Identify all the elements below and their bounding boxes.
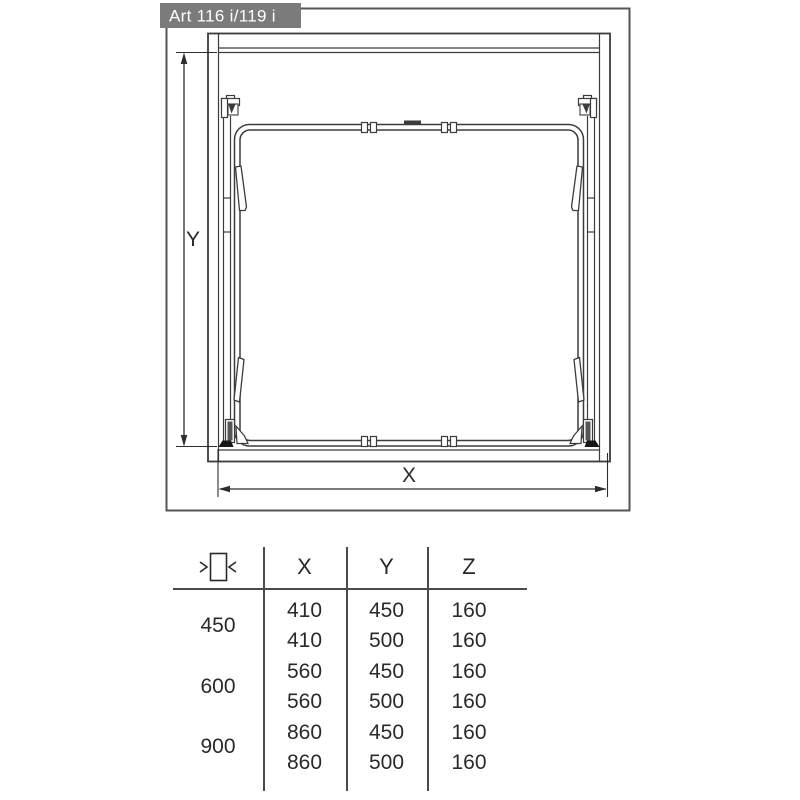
table-row xyxy=(173,596,527,626)
frame-center-stop xyxy=(404,121,421,125)
table-cell: 500 xyxy=(368,690,405,713)
cabinet-width-group: 600 xyxy=(200,675,236,698)
table-cell: 450 xyxy=(368,721,405,744)
arrow-down-icon xyxy=(181,435,188,447)
table-row xyxy=(173,626,527,656)
table-cell: 160 xyxy=(451,751,487,774)
table-row xyxy=(173,748,527,778)
bottom-support-arm xyxy=(234,358,244,403)
arrow-up-icon xyxy=(181,53,188,65)
table-row xyxy=(173,718,527,748)
table-cell: 410 xyxy=(286,629,323,652)
arrow-right-icon xyxy=(595,486,607,492)
frame-clamps xyxy=(362,123,457,447)
table-cell: 500 xyxy=(368,629,405,652)
pullout-frame xyxy=(235,121,584,447)
table-cell: 160 xyxy=(451,629,487,652)
cabinet-width-icon xyxy=(194,550,242,584)
cabinet-width-group: 450 xyxy=(200,614,236,637)
table-cell: 160 xyxy=(451,599,487,622)
spec-table xyxy=(173,545,527,795)
table-row xyxy=(173,657,527,687)
top-support-arm xyxy=(236,166,247,211)
table-cell: 450 xyxy=(368,660,405,683)
table-cell: 500 xyxy=(368,751,405,774)
cabinet-outline xyxy=(208,34,610,462)
table-cell: 160 xyxy=(451,721,487,744)
table-cell: 560 xyxy=(286,690,323,713)
col-header-z: Z xyxy=(462,553,476,579)
table-cell: 860 xyxy=(286,721,323,744)
cabinet-width-group: 900 xyxy=(200,735,236,758)
table-cell: 160 xyxy=(451,690,487,713)
table-cell: 560 xyxy=(286,660,323,683)
table-cell: 860 xyxy=(286,751,323,774)
table-cell: 160 xyxy=(451,660,487,683)
col-header-x: X xyxy=(297,553,312,579)
page-title: Art 116 i/119 i xyxy=(169,6,276,26)
top-bracket xyxy=(222,96,240,118)
left-runner-assembly xyxy=(219,96,249,448)
table-cell: 450 xyxy=(368,599,405,622)
y-dim-label: Y xyxy=(185,228,201,251)
title-box xyxy=(160,3,301,28)
col-header-y: Y xyxy=(379,553,394,579)
x-dimension xyxy=(218,449,608,497)
right-runner-assembly xyxy=(570,96,600,448)
col-header-width xyxy=(173,545,263,588)
x-dim-label: X xyxy=(401,464,417,487)
table-row xyxy=(173,687,527,717)
table-cell: 410 xyxy=(286,599,323,622)
header-divider xyxy=(173,588,527,590)
arrow-left-icon xyxy=(219,486,231,492)
y-dimension xyxy=(176,53,217,447)
